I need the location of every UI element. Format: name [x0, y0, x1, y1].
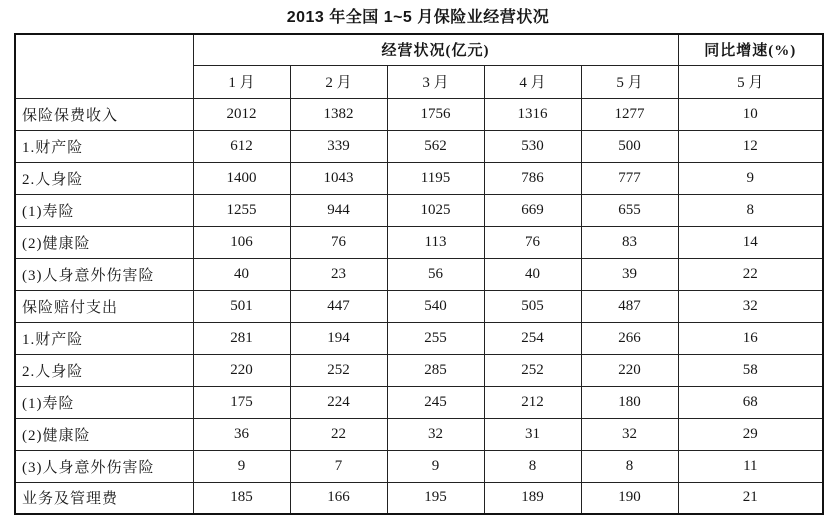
growth-cell: 8	[678, 194, 823, 226]
value-cell: 1382	[290, 98, 387, 130]
value-cell: 220	[581, 354, 678, 386]
value-cell: 212	[484, 386, 581, 418]
table-row	[15, 354, 823, 386]
value-cell: 190	[581, 482, 678, 514]
value-cell: 254	[484, 322, 581, 354]
value-cell: 36	[193, 418, 290, 450]
value-cell: 266	[581, 322, 678, 354]
value-cell: 180	[581, 386, 678, 418]
value-cell: 540	[387, 290, 484, 322]
growth-cell: 10	[678, 98, 823, 130]
value-cell: 32	[581, 418, 678, 450]
month-header: 4 月	[484, 65, 581, 98]
growth-cell: 32	[678, 290, 823, 322]
growth-cell: 21	[678, 482, 823, 514]
month-header: 2 月	[290, 65, 387, 98]
value-cell: 281	[193, 322, 290, 354]
value-cell: 1756	[387, 98, 484, 130]
value-cell: 8	[484, 450, 581, 482]
table-row	[15, 482, 823, 514]
growth-cell: 14	[678, 226, 823, 258]
value-cell: 612	[193, 130, 290, 162]
value-cell: 195	[387, 482, 484, 514]
value-cell: 83	[581, 226, 678, 258]
value-cell: 1277	[581, 98, 678, 130]
value-cell: 786	[484, 162, 581, 194]
value-cell: 9	[387, 450, 484, 482]
row-label: 保险保费收入	[15, 98, 193, 130]
table-row	[15, 386, 823, 418]
value-cell: 23	[290, 258, 387, 290]
growth-cell: 12	[678, 130, 823, 162]
table-row	[15, 162, 823, 194]
table-row	[15, 322, 823, 354]
row-label: (2)健康险	[15, 226, 193, 258]
table-row	[15, 450, 823, 482]
table-row	[15, 418, 823, 450]
value-cell: 220	[193, 354, 290, 386]
value-cell: 113	[387, 226, 484, 258]
value-cell: 777	[581, 162, 678, 194]
value-cell: 505	[484, 290, 581, 322]
page-title: 2013 年全国 1~5 月保险业经营状况	[286, 9, 550, 26]
row-label: (1)寿险	[15, 386, 193, 418]
value-cell: 185	[193, 482, 290, 514]
growth-cell: 68	[678, 386, 823, 418]
row-label: (2)健康险	[15, 418, 193, 450]
value-cell: 562	[387, 130, 484, 162]
value-cell: 1400	[193, 162, 290, 194]
value-cell: 166	[290, 482, 387, 514]
growth-cell: 11	[678, 450, 823, 482]
value-cell: 224	[290, 386, 387, 418]
value-cell: 501	[193, 290, 290, 322]
row-label: (1)寿险	[15, 194, 193, 226]
value-cell: 32	[387, 418, 484, 450]
value-cell: 22	[290, 418, 387, 450]
month-header: 1 月	[193, 65, 290, 98]
value-cell: 339	[290, 130, 387, 162]
value-cell: 530	[484, 130, 581, 162]
corner-cell	[15, 34, 193, 98]
value-cell: 245	[387, 386, 484, 418]
row-label: 1.财产险	[15, 322, 193, 354]
growth-group-header: 同比增速(%)	[678, 34, 823, 65]
row-label: 1.财产险	[15, 130, 193, 162]
value-cell: 1195	[387, 162, 484, 194]
insurance-operations-table	[14, 33, 824, 515]
value-cell: 175	[193, 386, 290, 418]
month-header: 3 月	[387, 65, 484, 98]
growth-cell: 16	[678, 322, 823, 354]
value-cell: 1316	[484, 98, 581, 130]
value-cell: 252	[290, 354, 387, 386]
value-cell: 40	[193, 258, 290, 290]
value-cell: 2012	[193, 98, 290, 130]
row-label: (3)人身意外伤害险	[15, 450, 193, 482]
growth-cell: 29	[678, 418, 823, 450]
table-row	[15, 194, 823, 226]
value-cell: 8	[581, 450, 678, 482]
growth-cell: 58	[678, 354, 823, 386]
month-header: 5 月	[581, 65, 678, 98]
row-label: 2.人身险	[15, 354, 193, 386]
value-cell: 500	[581, 130, 678, 162]
table-row	[15, 130, 823, 162]
growth-cell: 22	[678, 258, 823, 290]
value-cell: 194	[290, 322, 387, 354]
row-label: 保险赔付支出	[15, 290, 193, 322]
value-cell: 655	[581, 194, 678, 226]
value-cell: 285	[387, 354, 484, 386]
row-label: (3)人身意外伤害险	[15, 258, 193, 290]
status-group-header: 经营状况(亿元)	[193, 34, 678, 65]
value-cell: 40	[484, 258, 581, 290]
table-row	[15, 226, 823, 258]
value-cell: 252	[484, 354, 581, 386]
value-cell: 76	[290, 226, 387, 258]
value-cell: 1255	[193, 194, 290, 226]
table-row	[15, 258, 823, 290]
growth-cell: 9	[678, 162, 823, 194]
growth-month-header: 5 月	[678, 65, 823, 98]
value-cell: 76	[484, 226, 581, 258]
value-cell: 9	[193, 450, 290, 482]
value-cell: 669	[484, 194, 581, 226]
value-cell: 31	[484, 418, 581, 450]
value-cell: 1025	[387, 194, 484, 226]
row-label: 2.人身险	[15, 162, 193, 194]
value-cell: 487	[581, 290, 678, 322]
row-label: 业务及管理费	[15, 482, 193, 514]
table-row	[15, 290, 823, 322]
value-cell: 255	[387, 322, 484, 354]
value-cell: 56	[387, 258, 484, 290]
value-cell: 447	[290, 290, 387, 322]
value-cell: 189	[484, 482, 581, 514]
value-cell: 106	[193, 226, 290, 258]
table-row	[15, 98, 823, 130]
value-cell: 7	[290, 450, 387, 482]
value-cell: 1043	[290, 162, 387, 194]
value-cell: 944	[290, 194, 387, 226]
group-header-row	[15, 34, 823, 65]
value-cell: 39	[581, 258, 678, 290]
